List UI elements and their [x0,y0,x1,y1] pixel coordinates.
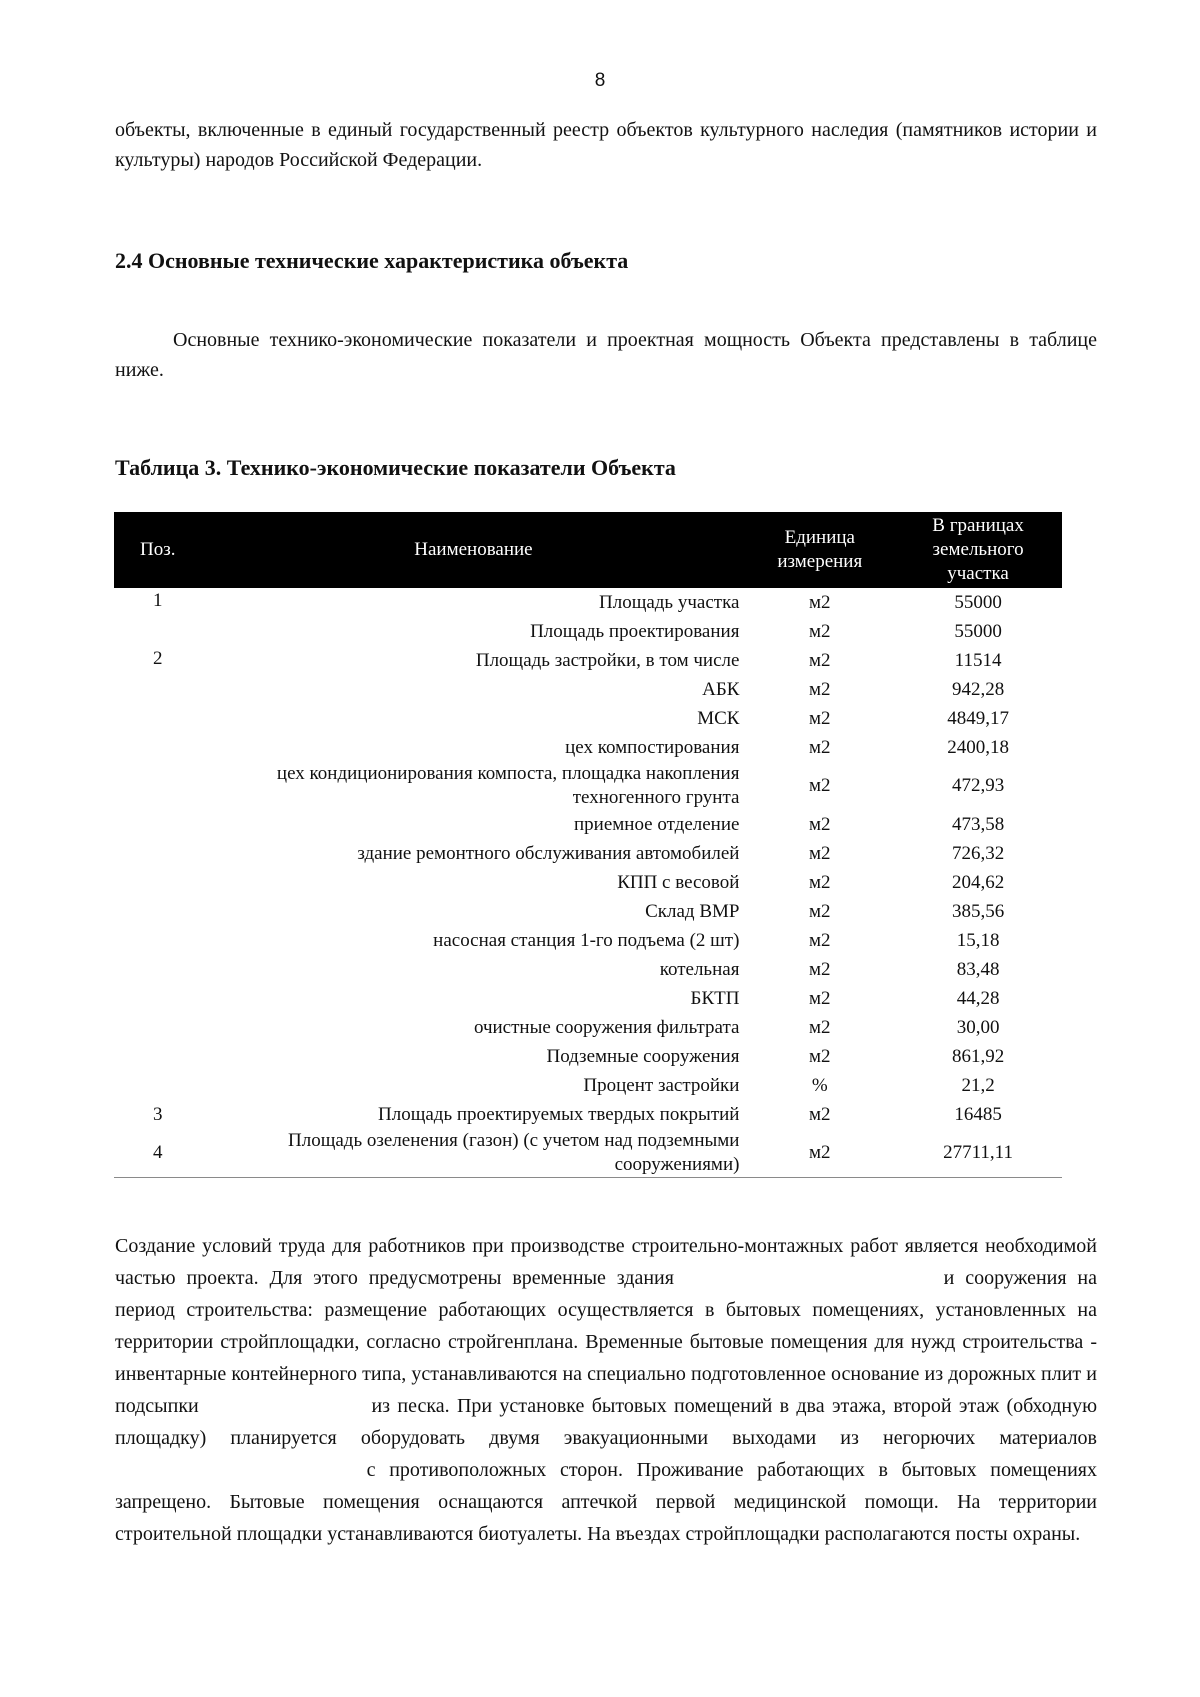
cell-value: 15,18 [956,929,1000,951]
header-unit: Единица измерения [777,527,863,572]
cell-value: 726,32 [951,842,1005,864]
cell-name: Процент застройки [583,1074,740,1096]
table-row [114,839,1062,868]
cell-pos [114,955,201,984]
intro-paragraph: объекты, включенные в единый государственный реестр объектов культурного наследия (памятников истории и культуры) народов Российской Федерации. [115,119,1097,171]
table-row [114,588,1062,617]
cell-name: Склад ВМР [645,900,740,922]
body-text-part: и сооружения на период строительства: размещение работающих осуществляется в бытовых помещениях, установленных на территории стройплощадки, согласно стройгенплана. Временные бытовые помещения для нужд строительства - инвентарные контейнерного типа, устанавливаются на специально подготовленное основание из дорожных плит и подсыпки [115,1267,1097,1417]
body-text-part: Создание условий труда для работников при производстве строительно-монтажных работ является необходимой частью проекта. Для этого предусмотрены временные здания [115,1235,1097,1289]
table-row [114,1071,1062,1100]
table-title: Таблица 3. Технико-экономические показатели Объекта [115,455,676,480]
cell-pos: 3 [152,1103,163,1125]
cell-value: 473,58 [951,813,1005,835]
cell-unit: м2 [809,736,831,758]
cell-pos [114,675,201,704]
cell-pos: 4 [114,1129,201,1178]
cell-pos [114,897,201,926]
cell-pos [114,839,201,868]
table-row [114,762,1062,810]
cell-pos [114,868,201,897]
cell-unit: м2 [745,1129,894,1178]
table-header-row [114,512,1062,588]
cell-value: 4849,17 [947,707,1009,729]
cell-name: Площадь озеленения (газон) (с учетом над подземными сооружениями) [201,1129,745,1178]
cell-name: БКТП [690,987,740,1009]
table-row [114,733,1062,762]
cell-name: очистные сооружения фильтрата [473,1016,740,1038]
table-row [114,1013,1062,1042]
cell-value: 27711,11 [894,1129,1062,1178]
cell-name: цех компостирования [565,736,740,758]
cell-pos [114,1071,201,1100]
cell-pos [114,617,201,646]
cell-unit: м2 [809,707,831,729]
table-row [114,1042,1062,1071]
cell-pos: 1 [152,590,163,611]
cell-name: Площадь проектирования [530,620,740,642]
cell-value: 385,56 [951,900,1005,922]
table-row [114,704,1062,733]
cell-value: 83,48 [956,958,1000,980]
cell-value: 55000 [954,620,1002,642]
cell-unit: м2 [809,929,831,951]
cell-unit: м2 [809,678,831,700]
cell-name: котельная [659,958,740,980]
table-row [114,810,1062,839]
cell-unit: м2 [809,649,831,671]
cell-value: 21,2 [961,1074,995,1096]
cell-unit: м2 [809,842,831,864]
cell-pos [114,704,201,733]
cell-name: цех кондиционирования компоста, площадка накопления техногенного грунта [276,763,740,808]
cell-name: Подземные сооружения [546,1045,740,1067]
cell-name: Площадь застройки, в том числе [475,649,740,671]
table-row [114,617,1062,646]
cell-pos [114,762,201,810]
cell-value: 16485 [954,1103,1002,1125]
lead-paragraph: Основные технико-экономические показатели и проектная мощность Объекта представлены в таблице ниже. [115,329,1097,381]
table-row [114,897,1062,926]
cell-unit: м2 [809,1016,831,1038]
cell-pos [114,984,201,1013]
page-number: 8 [594,70,606,91]
cell-unit: м2 [809,813,831,835]
cell-unit: м2 [809,900,831,922]
cell-unit: м2 [809,775,831,796]
cell-value: 861,92 [951,1045,1005,1067]
cell-unit: м2 [809,871,831,893]
cell-value: 204,62 [951,871,1005,893]
body-paragraph [115,1230,1097,1550]
cell-unit: м2 [809,1103,831,1125]
header-pos: Поз. [139,539,176,560]
cell-name: приемное отделение [573,813,740,835]
cell-unit: м2 [809,620,831,642]
cell-unit: м2 [809,987,831,1009]
table-row [114,1129,1062,1178]
cell-pos [114,1042,201,1071]
cell-name: КПП с весовой [617,871,740,893]
cell-pos: 2 [152,648,163,669]
table-row [114,984,1062,1013]
cell-name: МСК [697,707,740,729]
cell-name: здание ремонтного обслуживания автомобилей [357,842,740,864]
cell-name: Площадь проектируемых твердых покрытий [378,1103,740,1125]
cell-pos [114,810,201,839]
table-row [114,955,1062,984]
table-row [114,1100,1062,1129]
table-row [114,868,1062,897]
table-row [114,926,1062,955]
body-text-part: из песка. При установке бытовых помещений в два этажа, второй этаж (обходную площадку) планируется оборудовать двумя эвакуационными выходами из негорючих материалов [115,1395,1098,1449]
table-row [114,646,1062,675]
header-name: Наименование [414,539,533,560]
body-text-part: с противоположных сторон. Проживание работающих в бытовых помещениях запрещено. Бытовые помещения оснащаются аптечкой первой медицинской помощи. На территории строительной площадки устанавливаются биотуалеты. На въездах стройплощадки располагаются посты охраны. [115,1459,1097,1545]
cell-name: АБК [702,678,740,700]
cell-value: 2400,18 [947,736,1009,758]
cell-pos [114,926,201,955]
cell-value: 11514 [954,649,1002,671]
cell-value: 942,28 [951,678,1005,700]
cell-value: 30,00 [956,1016,1000,1038]
cell-pos [114,1013,201,1042]
table-row [114,675,1062,704]
section-heading: 2.4 Основные технические характеристика объекта [115,248,629,273]
cell-value: 472,93 [951,775,1005,796]
cell-unit: % [811,1074,828,1096]
cell-pos [114,733,201,762]
cell-value: 55000 [954,591,1002,613]
cell-unit: м2 [809,1045,831,1067]
cell-name: Площадь участка [599,591,740,613]
indicators-table [114,512,1062,1178]
cell-value: 44,28 [956,987,1000,1009]
header-value: В границах земельного участка [932,515,1024,584]
cell-name: насосная станция 1-го подъема (2 шт) [433,929,740,951]
cell-unit: м2 [809,958,831,980]
cell-unit: м2 [809,591,831,613]
